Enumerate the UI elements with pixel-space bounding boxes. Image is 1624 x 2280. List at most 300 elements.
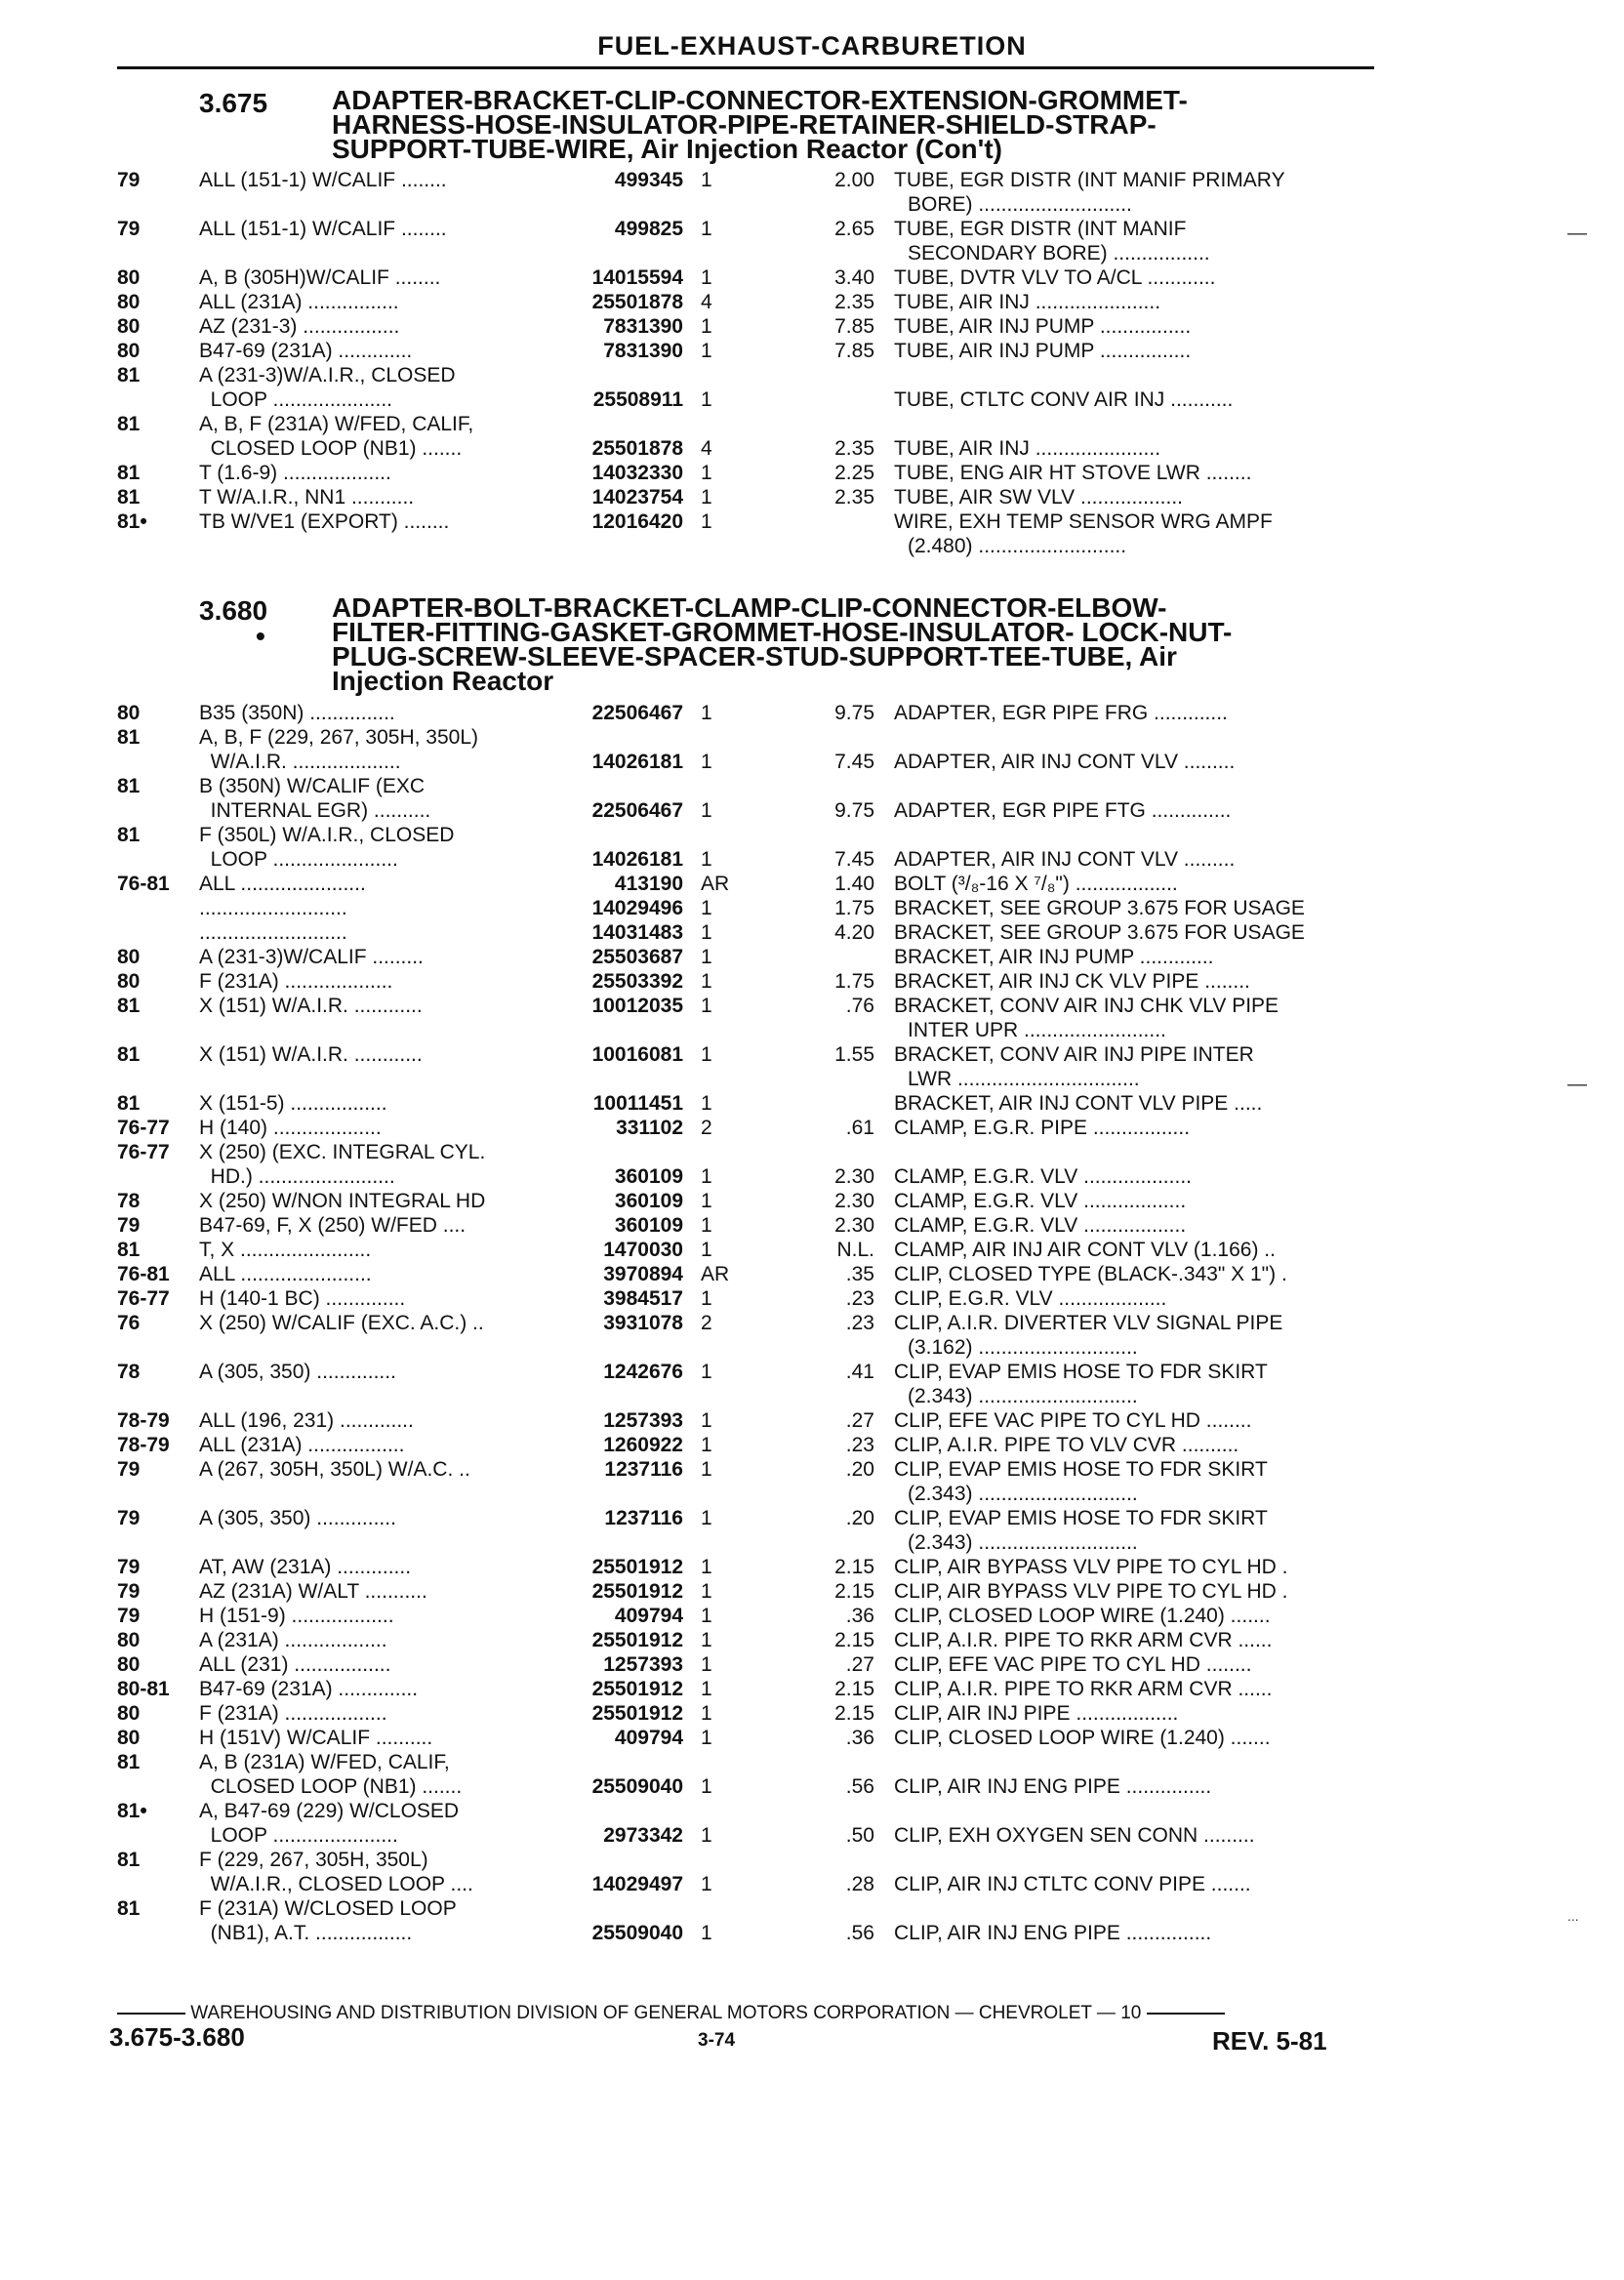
year: 78 <box>117 1190 141 1212</box>
year: 76-77 <box>117 1117 170 1139</box>
price: .76 <box>845 995 874 1017</box>
price: 7.85 <box>834 315 874 338</box>
price: .27 <box>845 1653 874 1676</box>
price: 3.40 <box>834 266 874 289</box>
year: 79 <box>117 1507 141 1529</box>
description-continued: ADAPTER, AIR INJ CONT VLV ......... <box>894 751 1236 773</box>
model: B47-69 (231A) .............. <box>199 1678 419 1700</box>
year: 81 <box>117 364 141 387</box>
model: ALL (151-1) W/CALIF ........ <box>199 218 447 240</box>
part-number: 10012035 <box>591 995 683 1017</box>
quantity: 1 <box>701 1165 712 1188</box>
model: AZ (231-3) ................. <box>199 315 400 338</box>
model-continued: LOOP ...................... <box>199 848 398 871</box>
part-number: 14026181 <box>591 848 683 871</box>
part-number: 10016081 <box>591 1043 683 1066</box>
part-number: 14026181 <box>591 751 683 773</box>
quantity: AR <box>701 1263 730 1285</box>
part-number: 1237116 <box>604 1458 683 1481</box>
model: T (1.6-9) ................... <box>199 462 391 484</box>
quantity: 1 <box>701 1580 712 1603</box>
part-number: 14031483 <box>591 921 683 944</box>
part-number: 14023754 <box>591 486 683 509</box>
year: 79 <box>117 1605 141 1627</box>
quantity: 1 <box>701 340 712 362</box>
price: 2.30 <box>834 1214 874 1237</box>
description: CLAMP, AIR INJ AIR CONT VLV (1.166) .. <box>894 1239 1276 1261</box>
model: A (305, 350) .............. <box>199 1507 396 1529</box>
table-row <box>117 265 1386 290</box>
part-number: 1237116 <box>604 1507 683 1529</box>
part-number: 1470030 <box>603 1239 683 1261</box>
table-row <box>117 1896 1386 1945</box>
description: CLIP, CLOSED LOOP WIRE (1.240) ....... <box>894 1605 1271 1627</box>
model: A (305, 350) .............. <box>199 1361 396 1383</box>
price: 2.30 <box>834 1190 874 1212</box>
model: B35 (350N) ............... <box>199 702 395 724</box>
part-number: 3984517 <box>603 1287 683 1310</box>
year: 79 <box>117 1458 141 1481</box>
table-row <box>117 1433 1386 1457</box>
part-number: 12016420 <box>591 510 683 533</box>
table-row <box>117 1213 1386 1238</box>
description-continued: CLIP, EXH OXYGEN SEN CONN ......... <box>894 1824 1255 1847</box>
section-number: 3.675 <box>199 88 268 118</box>
footer-rule <box>1147 2013 1225 2015</box>
price: .36 <box>845 1727 874 1749</box>
part-number: 22506467 <box>591 799 683 822</box>
description-continued: LWR ................................ <box>908 1068 1140 1090</box>
year: 81 <box>117 1849 141 1871</box>
description-continued: (2.480) .......................... <box>908 535 1127 557</box>
price: 1.75 <box>834 897 874 919</box>
model: T, X ....................... <box>199 1239 372 1261</box>
section-3675 <box>117 85 1386 558</box>
part-number: 25501912 <box>591 1556 683 1578</box>
quantity: 1 <box>701 1434 712 1456</box>
price: .23 <box>845 1312 874 1334</box>
part-number: 7831390 <box>603 340 683 362</box>
part-number: 25501912 <box>591 1580 683 1603</box>
model-continued: CLOSED LOOP (NB1) ....... <box>199 1775 463 1798</box>
margin-mark: — <box>1567 1074 1587 1095</box>
table-row <box>117 1628 1386 1652</box>
year: 79 <box>117 218 141 240</box>
year: 81 <box>117 824 141 846</box>
quantity: 4 <box>701 291 712 313</box>
table-row <box>117 701 1386 725</box>
quantity: 1 <box>701 897 712 919</box>
part-number: 25501912 <box>591 1678 683 1700</box>
year: 76 <box>117 1312 141 1334</box>
quantity: 1 <box>701 218 712 240</box>
description: BRACKET, CONV AIR INJ CHK VLV PIPE <box>894 995 1279 1017</box>
price: .27 <box>845 1409 874 1432</box>
part-number: 25501878 <box>591 291 683 313</box>
model-continued: INTERNAL EGR) .......... <box>199 799 431 822</box>
year: 76-81 <box>117 873 170 895</box>
price: .36 <box>845 1605 874 1627</box>
year: 81 <box>117 775 141 797</box>
description-continued: (2.343) ............................ <box>908 1385 1138 1407</box>
year: 81 <box>117 1043 141 1066</box>
price: 1.40 <box>834 873 874 895</box>
model: B (350N) W/CALIF (EXC <box>199 775 426 797</box>
model: F (231A) ................... <box>199 970 393 993</box>
table-row <box>117 969 1386 994</box>
description: BRACKET, AIR INJ CONT VLV PIPE ..... <box>894 1092 1263 1115</box>
price: .56 <box>845 1775 874 1798</box>
quantity: 1 <box>701 1824 712 1847</box>
description-continued: (2.343) ............................ <box>908 1483 1138 1505</box>
description: CLAMP, E.G.R. PIPE ................. <box>894 1117 1191 1139</box>
quantity: 1 <box>701 970 712 993</box>
table-row <box>117 217 1386 265</box>
price: 2.15 <box>834 1629 874 1651</box>
description: CLIP, EFE VAC PIPE TO CYL HD ........ <box>894 1409 1252 1432</box>
table-row <box>117 1360 1386 1408</box>
quantity: 1 <box>701 1727 712 1749</box>
section-title-line: HARNESS-HOSE-INSULATOR-PIPE-RETAINER-SHIELD-STRAP- <box>332 109 1157 140</box>
year: 81 <box>117 413 141 435</box>
part-number: 1257393 <box>603 1653 683 1676</box>
price: .28 <box>845 1873 874 1895</box>
part-number: 25508911 <box>592 388 683 411</box>
description: CLIP, EVAP EMIS HOSE TO FDR SKIRT <box>894 1507 1268 1529</box>
description: BRACKET, CONV AIR INJ PIPE INTER <box>894 1043 1254 1066</box>
year: 80 <box>117 1702 141 1725</box>
model: B47-69 (231A) ............. <box>199 340 413 362</box>
year: 79 <box>117 1556 141 1578</box>
table-row <box>117 1408 1386 1433</box>
quantity: 1 <box>701 1361 712 1383</box>
model: ALL (231) ................. <box>199 1653 391 1676</box>
quantity: 1 <box>701 946 712 968</box>
quantity: 1 <box>701 702 712 724</box>
part-number: 22506467 <box>591 702 683 724</box>
quantity: 1 <box>701 388 712 411</box>
part-number: 3970894 <box>603 1263 683 1285</box>
description-continued: TUBE, AIR INJ ...................... <box>894 437 1161 460</box>
table-row <box>117 339 1386 363</box>
table-row <box>117 1116 1386 1140</box>
quantity: 1 <box>701 1653 712 1676</box>
description-continued: (2.343) ............................ <box>908 1531 1138 1554</box>
description: CLAMP, E.G.R. VLV .................. <box>894 1190 1187 1212</box>
model: AT, AW (231A) ............. <box>199 1556 412 1578</box>
quantity: 1 <box>701 510 712 533</box>
table-row <box>117 945 1386 969</box>
quantity: 1 <box>701 1092 712 1115</box>
year: 80 <box>117 946 141 968</box>
part-number: 1257393 <box>603 1409 683 1432</box>
quantity: 1 <box>701 315 712 338</box>
part-number: 360109 <box>614 1190 683 1212</box>
quantity: 1 <box>701 1043 712 1066</box>
price: 2.15 <box>834 1702 874 1725</box>
description: CLIP, E.G.R. VLV ................... <box>894 1287 1167 1310</box>
year: 76-77 <box>117 1141 170 1163</box>
table-row <box>117 1555 1386 1579</box>
table-row <box>117 774 1386 823</box>
price: .41 <box>845 1361 874 1383</box>
model: X (151) W/A.I.R. ............ <box>199 1043 423 1066</box>
price: 2.15 <box>834 1678 874 1700</box>
model: T W/A.I.R., NN1 ........... <box>199 486 415 509</box>
model-continued: LOOP ...................... <box>199 1824 398 1847</box>
price: 4.20 <box>834 921 874 944</box>
year: 78-79 <box>117 1409 170 1432</box>
table-row <box>117 872 1386 896</box>
price: 2.35 <box>834 291 874 313</box>
table-row <box>117 1799 1386 1848</box>
table-row <box>117 461 1386 485</box>
model: A (231-3)W/CALIF ......... <box>199 946 424 968</box>
year: 79 <box>117 1214 141 1237</box>
year: 80 <box>117 1727 141 1749</box>
quantity: 1 <box>701 848 712 871</box>
year: 81 <box>117 995 141 1017</box>
table-row <box>117 823 1386 872</box>
year: 80-81 <box>117 1678 170 1700</box>
price: 7.45 <box>834 751 874 773</box>
table-row <box>117 1579 1386 1604</box>
description-continued: INTER UPR ......................... <box>908 1019 1166 1041</box>
model: X (250) (EXC. INTEGRAL CYL. <box>199 1141 486 1163</box>
description-continued: CLIP, AIR INJ ENG PIPE ............... <box>894 1922 1212 1944</box>
quantity: 1 <box>701 169 712 191</box>
model: .......................... <box>199 897 347 919</box>
model: X (151) W/A.I.R. ............ <box>199 995 423 1017</box>
part-number: 25501912 <box>591 1629 683 1651</box>
part-number: 25503687 <box>591 946 683 968</box>
year: 80 <box>117 340 141 362</box>
section-number: 3.680 <box>199 595 268 626</box>
price: .61 <box>845 1117 874 1139</box>
description: TUBE, DVTR VLV TO A/CL ............ <box>894 266 1216 289</box>
quantity: 1 <box>701 1458 712 1481</box>
new-item-bullet: • <box>256 621 265 651</box>
quantity: 2 <box>701 1312 712 1334</box>
price: 1.75 <box>834 970 874 993</box>
price: .35 <box>845 1263 874 1285</box>
table-row <box>117 485 1386 509</box>
table-row <box>117 1726 1386 1750</box>
model: F (350L) W/A.I.R., CLOSED <box>199 824 455 846</box>
section-title <box>332 85 1386 164</box>
year: 80 <box>117 1629 141 1651</box>
description: CLIP, EVAP EMIS HOSE TO FDR SKIRT <box>894 1458 1268 1481</box>
price: 2.65 <box>834 218 874 240</box>
description-continued: SECONDARY BORE) ................. <box>908 242 1210 265</box>
price: 7.45 <box>834 848 874 871</box>
section-title-line: ADAPTER-BOLT-BRACKET-CLAMP-CLIP-CONNECTOR-ELBOW- <box>332 592 1167 623</box>
year: 80 <box>117 266 141 289</box>
model: .......................... <box>199 921 347 944</box>
price: 2.25 <box>834 462 874 484</box>
price: 2.30 <box>834 1165 874 1188</box>
table-row <box>117 1677 1386 1701</box>
footer-division-text: WAREHOUSING AND DISTRIBUTION DIVISION OF GENERAL MOTORS CORPORATION — CHEVROLET — 10 <box>190 2003 1142 2023</box>
table-row <box>117 920 1386 945</box>
quantity: 1 <box>701 1190 712 1212</box>
quantity: 1 <box>701 266 712 289</box>
model: AZ (231A) W/ALT ........... <box>199 1580 427 1603</box>
price: 9.75 <box>834 702 874 724</box>
price: 2.15 <box>834 1556 874 1578</box>
model: ALL ...................... <box>199 873 366 895</box>
model: A, B (231A) W/FED, CALIF, <box>199 1751 450 1773</box>
model: A, B (305H)W/CALIF ........ <box>199 266 441 289</box>
model: ALL ....................... <box>199 1263 372 1285</box>
table-row <box>117 1701 1386 1726</box>
quantity: 1 <box>701 1775 712 1798</box>
table-row <box>117 314 1386 339</box>
description: CLIP, AIR INJ PIPE .................. <box>894 1702 1179 1725</box>
model-continued: CLOSED LOOP (NB1) ....... <box>199 437 463 460</box>
year: 78-79 <box>117 1434 170 1456</box>
model-continued: W/A.I.R., CLOSED LOOP .... <box>199 1873 473 1895</box>
quantity: 4 <box>701 437 712 460</box>
parts-table <box>117 168 1386 558</box>
year: 76-81 <box>117 1263 170 1285</box>
part-number: 7831390 <box>603 315 683 338</box>
table-row <box>117 1750 1386 1799</box>
description: CLIP, A.I.R. PIPE TO RKR ARM CVR ...... <box>894 1629 1273 1651</box>
description-continued: BORE) ........................... <box>908 193 1132 216</box>
section-title-line: Injection Reactor <box>332 666 554 696</box>
table-row <box>117 896 1386 920</box>
model-continued: LOOP ..................... <box>199 388 393 411</box>
table-row <box>117 1848 1386 1896</box>
description: WIRE, EXH TEMP SENSOR WRG AMPF <box>894 510 1273 533</box>
price: 2.15 <box>834 1580 874 1603</box>
year: 81 <box>117 1092 141 1115</box>
part-number: 10011451 <box>592 1092 683 1115</box>
description: BOLT (³/₈-16 X ⁷/₈") .................. <box>894 873 1178 895</box>
table-row <box>117 994 1386 1042</box>
description: CLIP, EVAP EMIS HOSE TO FDR SKIRT <box>894 1361 1268 1383</box>
year: 80 <box>117 702 141 724</box>
part-number: 14029496 <box>591 897 683 919</box>
description: CLIP, EFE VAC PIPE TO CYL HD ........ <box>894 1653 1252 1676</box>
description: CLIP, AIR BYPASS VLV PIPE TO CYL HD . <box>894 1580 1288 1603</box>
model: A (267, 305H, 350L) W/A.C. .. <box>199 1458 470 1481</box>
part-number: 25501912 <box>591 1702 683 1725</box>
year: 81• <box>117 510 147 533</box>
model: A (231-3)W/A.I.R., CLOSED <box>199 364 456 387</box>
part-number: 360109 <box>614 1165 683 1188</box>
price: 2.00 <box>834 169 874 191</box>
table-row <box>117 1042 1386 1091</box>
quantity: 1 <box>701 995 712 1017</box>
footer-section-range: 3.675-3.680 <box>109 2022 245 2052</box>
year: 81• <box>117 1800 147 1822</box>
table-row <box>117 509 1386 558</box>
price: 9.75 <box>834 799 874 822</box>
model: A, B, F (231A) W/FED, CALIF, <box>199 413 474 435</box>
section-title-line: FILTER-FITTING-GASKET-GROMMET-HOSE-INSULATOR- LOCK-NUT- <box>332 617 1233 647</box>
model-continued: (NB1), A.T. ................. <box>199 1922 413 1944</box>
price: 1.55 <box>834 1043 874 1066</box>
description-continued: TUBE, CTLTC CONV AIR INJ ........... <box>894 388 1234 411</box>
quantity: 2 <box>701 1117 712 1139</box>
description-continued: CLIP, AIR INJ ENG PIPE ............... <box>894 1775 1212 1798</box>
model-continued: W/A.I.R. ................... <box>199 751 401 773</box>
description: CLAMP, E.G.R. VLV .................. <box>894 1214 1187 1237</box>
margin-mark: — <box>1567 223 1587 244</box>
description: TUBE, AIR INJ PUMP ................ <box>894 340 1192 362</box>
footer-page-number: 3-74 <box>698 2030 736 2051</box>
year: 79 <box>117 1580 141 1603</box>
quantity: 1 <box>701 1678 712 1700</box>
price: 2.35 <box>834 486 874 509</box>
model: H (151V) W/CALIF .......... <box>199 1727 433 1749</box>
section-title-line: ADAPTER-BRACKET-CLIP-CONNECTOR-EXTENSION-GROMMET- <box>332 85 1188 115</box>
year: 80 <box>117 291 141 313</box>
price: 2.35 <box>834 437 874 460</box>
model: F (231A) .................. <box>199 1702 387 1725</box>
part-number: 360109 <box>614 1214 683 1237</box>
price: N.L. <box>836 1239 874 1261</box>
quantity: 1 <box>701 1556 712 1578</box>
description-continued: CLAMP, E.G.R. VLV ................... <box>894 1165 1192 1188</box>
quantity: 1 <box>701 921 712 944</box>
section-title-line: PLUG-SCREW-SLEEVE-SPACER-STUD-SUPPORT-TEE-TUBE, Air <box>332 641 1177 672</box>
description-continued: CLIP, AIR INJ CTLTC CONV PIPE ....... <box>894 1873 1251 1895</box>
table-row <box>117 168 1386 217</box>
year: 81 <box>117 1897 141 1920</box>
quantity: 1 <box>701 1507 712 1529</box>
description: TUBE, AIR SW VLV .................. <box>894 486 1184 509</box>
section-title <box>332 592 1386 696</box>
header-rule <box>117 66 1374 69</box>
description: CLIP, A.I.R. PIPE TO VLV CVR .......... <box>894 1434 1239 1456</box>
table-row <box>117 1604 1386 1628</box>
year: 81 <box>117 486 141 509</box>
model: H (140-1 BC) .............. <box>199 1287 406 1310</box>
model: H (140) ................... <box>199 1117 382 1139</box>
model: F (231A) W/CLOSED LOOP <box>199 1897 457 1920</box>
year: 81 <box>117 726 141 749</box>
model: A, B47-69 (229) W/CLOSED <box>199 1800 460 1822</box>
part-number: 409794 <box>614 1605 683 1627</box>
part-number: 25501878 <box>591 437 683 460</box>
year: 80 <box>117 970 141 993</box>
model: A (231A) .................. <box>199 1629 387 1651</box>
part-number: 14032330 <box>591 462 683 484</box>
quantity: 1 <box>701 1605 712 1627</box>
quantity: 1 <box>701 799 712 822</box>
page-title: FUEL-EXHAUST-CARBURETION <box>597 31 1027 61</box>
section-title-line: SUPPORT-TUBE-WIRE, Air Injection Reactor (Con't) <box>332 134 1002 164</box>
margin-mark: ... <box>1567 1908 1579 1924</box>
part-number: 331102 <box>616 1117 683 1139</box>
quantity: 1 <box>701 1239 712 1261</box>
part-number: 499825 <box>614 218 683 240</box>
year: 80 <box>117 1653 141 1676</box>
table-row <box>117 290 1386 314</box>
model: A, B, F (229, 267, 305H, 350L) <box>199 726 479 749</box>
price: .56 <box>845 1922 874 1944</box>
table-row <box>117 1091 1386 1116</box>
table-row <box>117 1652 1386 1677</box>
model: ALL (231A) ................ <box>199 291 399 313</box>
table-row <box>117 1238 1386 1262</box>
description-continued: (3.162) ............................ <box>908 1336 1138 1359</box>
model: B47-69, F, X (250) W/FED .... <box>199 1214 467 1237</box>
year: 81 <box>117 1239 141 1261</box>
